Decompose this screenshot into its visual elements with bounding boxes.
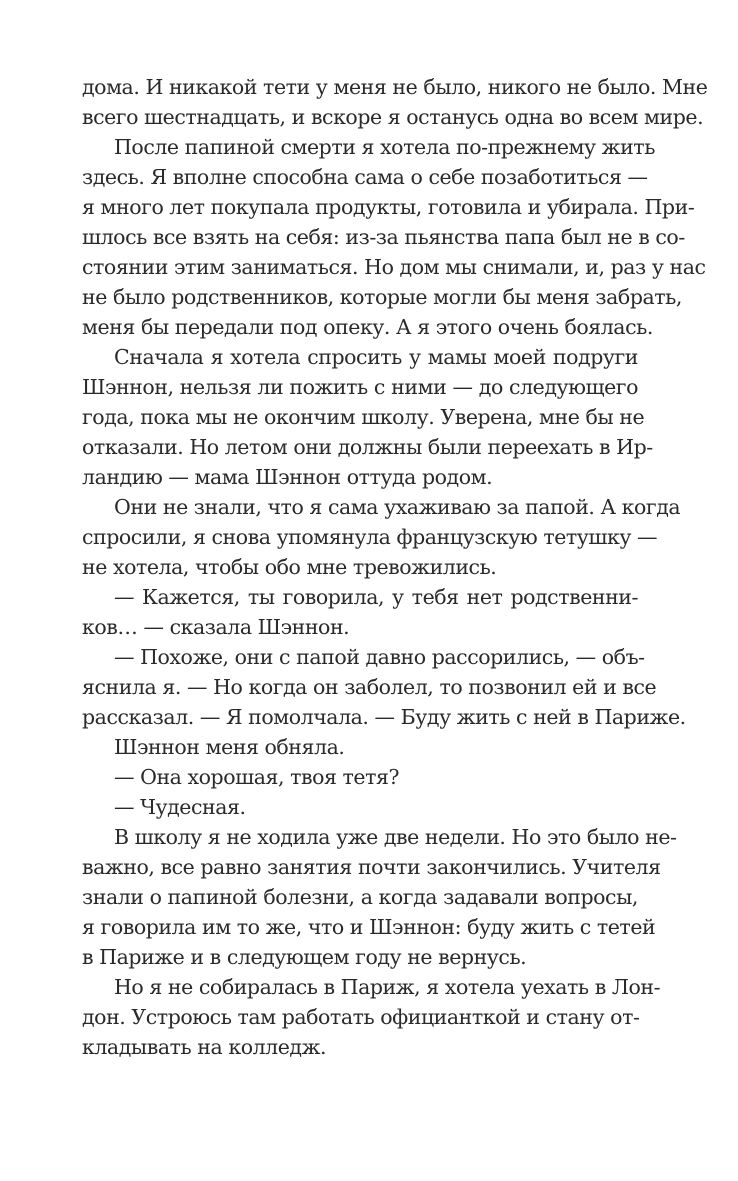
text-line: яснила я. — Но когда он заболел, то позвонил ей и все [82,675,657,699]
text-line: ландию — мама Шэннон оттуда родом. [82,465,493,489]
text-line: стоянии этим заниматься. Но дом мы снимали, и, раз у нас [82,255,706,279]
text-line: рассказал. — Я помолчала. — Буду жить с ней в Париже. [82,705,686,729]
text-line: я говорила им то же, что и Шэннон: буду жить с тетей [82,915,656,939]
text-line: Шэннон, нельзя ли пожить с ними — до следующего [82,375,638,399]
text-line: После папиной смерти я хотела по-прежнему жить [114,135,655,159]
text-line: в Париже и в следующем году не вернусь. [82,945,527,969]
text-line: знали о папиной болезни, а когда задавали вопросы, [82,885,638,909]
text-line: — Чудесная. [114,795,246,819]
text-line: Но я не собиралась в Париж, я хотела уехать в Лон- [114,975,661,999]
text-line: всего шестнадцать, и вскоре я останусь одна во всем мире. [82,105,704,129]
text-line: не было родственников, которые могли бы меня забрать, [82,285,682,309]
text-line: Они не знали, что я сама ухаживаю за папой. А когда [114,495,681,519]
text-line: — Она хорошая, твоя тетя? [114,765,399,789]
text-line: — Похоже, они с папой давно рассорились, — объ- [114,645,645,669]
text-line: шлось все взять на себя: из-за пьянства папа был не в со- [82,225,685,249]
text-line: дон. Устроюсь там работать официанткой и стану от- [82,1005,640,1029]
text-line: здесь. Я вполне способна сама о себе позаботиться — [82,165,648,189]
page-text [82,72,708,1062]
text-line: не хотела, чтобы обо мне тревожились. [82,555,497,579]
text-line: я много лет покупала продукты, готовила и убирала. При- [82,195,695,219]
text-line: Шэннон меня обняла. [114,735,345,759]
text-line: — Кажется, ты говорила, у тебя нет родственни- [114,585,638,609]
text-line: спросили, я снова упомянула французскую тетушку — [82,525,658,549]
text-line: важно, все равно занятия почти закончились. Учителя [82,855,661,879]
text-line: дома. И никакой тети у меня не было, никого не было. Мне [82,75,708,99]
text-line: меня бы передали под опеку. А я этого очень боялась. [82,315,653,339]
text-line: ков… — сказала Шэннон. [82,615,350,639]
text-line: Сначала я хотела спросить у мамы моей подруги [114,345,638,369]
text-line: кладывать на колледж. [82,1035,327,1059]
text-line: года, пока мы не окончим школу. Уверена, мне бы не [82,405,645,429]
text-line: В школу я не ходила уже две недели. Но это было не- [114,825,677,849]
text-line: отказали. Но летом они должны были переехать в Ир- [82,435,653,459]
